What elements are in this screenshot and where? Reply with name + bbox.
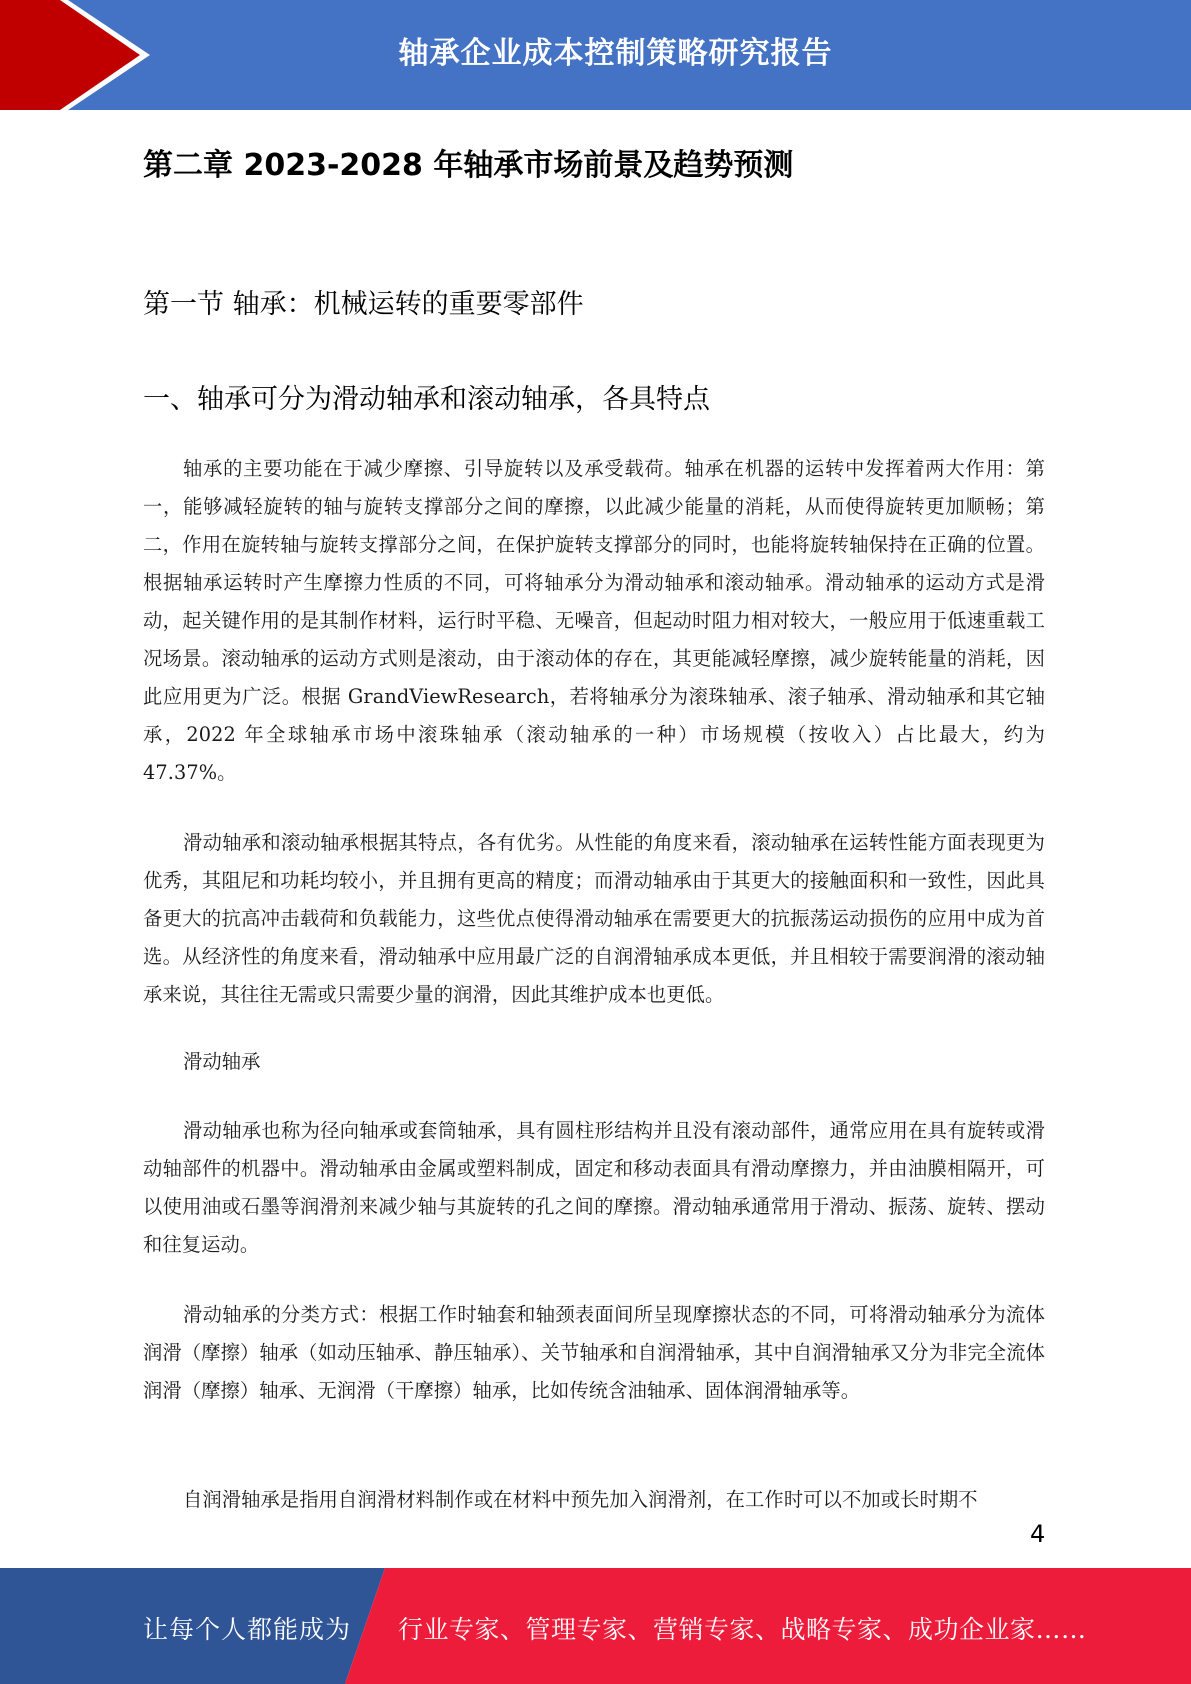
footer-banner [0, 1568, 1191, 1684]
paragraph-plain-bearing-definition: 滑动轴承也称为径向轴承或套筒轴承，具有圆柱形结构并且没有滚动部件，通常应用在具有旋转或滑动轴部件的机器中。滑动轴承由金属或塑料制成，固定和移动表面具有滑动摩擦力，并由油膜相隔开，可以使用油或石墨等润滑剂来减少轴与其旋转的孔之间的摩擦。滑动轴承通常用于滑动、振荡、旋转、摆动和往复运动。 [143, 1119, 1045, 1256]
footer-slogan-left: 让每个人都能成为 [143, 1615, 352, 1644]
paragraph-plain-bearing-label: 滑动轴承 [183, 1050, 261, 1073]
report-title: 轴承企业成本控制策略研究报告 [398, 36, 833, 71]
subsection-heading: 一、轴承可分为滑动轴承和滚动轴承，各具特点 [143, 384, 710, 415]
header-banner [0, 0, 1191, 110]
paragraph-self-lubricating-bearing: 自润滑轴承是指用自润滑材料制作或在材料中预先加入润滑剂，在工作时可以不加或长时期不 [183, 1488, 978, 1511]
page-number: 4 [1030, 1520, 1046, 1548]
section-heading: 第一节 轴承：机械运转的重要零部件 [143, 289, 584, 320]
chapter-heading: 第二章 2023-2028 年轴承市场前景及趋势预测 [143, 148, 794, 183]
paragraph-plain-bearing-classification: 滑动轴承的分类方式：根据工作时轴套和轴颈表面间所呈现摩擦状态的不同，可将滑动轴承分为流体润滑（摩擦）轴承（如动压轴承、静压轴承）、关节轴承和自润滑轴承，其中自润滑轴承又分为非完全流体润滑（摩擦）轴承、无润滑（干摩擦）轴承，比如传统含油轴承、固体润滑轴承等。 [143, 1303, 1045, 1402]
footer-slogan-right: 行业专家、管理专家、营销专家、战略专家、成功企业家…… [398, 1615, 1087, 1644]
paragraph-bearing-functions: 轴承的主要功能在于减少摩擦、引导旋转以及承受载荷。轴承在机器的运转中发挥着两大作用：第一，能够减轻旋转的轴与旋转支撑部分之间的摩擦，以此减少能量的消耗，从而使得旋转更加顺畅；第二，作用在旋转轴与旋转支撑部分之间，在保护旋转支撑部分的同时，也能将旋转轴保持在正确的位置。根据轴承运转时产生摩擦力性质的不同，可将轴承分为滑动轴承和滚动轴承。滑动轴承的运动方式是滑动，起关键作用的是其制作材料，运行时平稳、无噪音，但起动时阻力相对较大，一般应用于低速重载工况场景。滚动轴承的运动方式则是滚动，由于滚动体的存在，其更能减轻摩擦，减少旋转能量的消耗，因此应用更为广泛。根据 GrandViewResearch，若将轴承分为滚珠轴承、滚子轴承、滑动轴承和其它轴承，2022 年全球轴承市场中滚珠轴承（滚动轴承的一种）市场规模（按收入）占比最大，约为 47.37%。 [143, 457, 1045, 784]
paragraph-bearing-comparison: 滑动轴承和滚动轴承根据其特点，各有优劣。从性能的角度来看，滚动轴承在运转性能方面表现更为优秀，其阻尼和功耗均较小，并且拥有更高的精度；而滑动轴承由于其更大的接触面积和一致性，因此具备更大的抗高冲击载荷和负载能力，这些优点使得滑动轴承在需要更大的抗振荡运动损伤的应用中成为首选。从经济性的角度来看，滑动轴承中应用最广泛的自润滑轴承成本更低，并且相较于需要润滑的滚动轴承来说，其往往无需或只需要少量的润滑，因此其维护成本也更低。 [143, 831, 1045, 1006]
